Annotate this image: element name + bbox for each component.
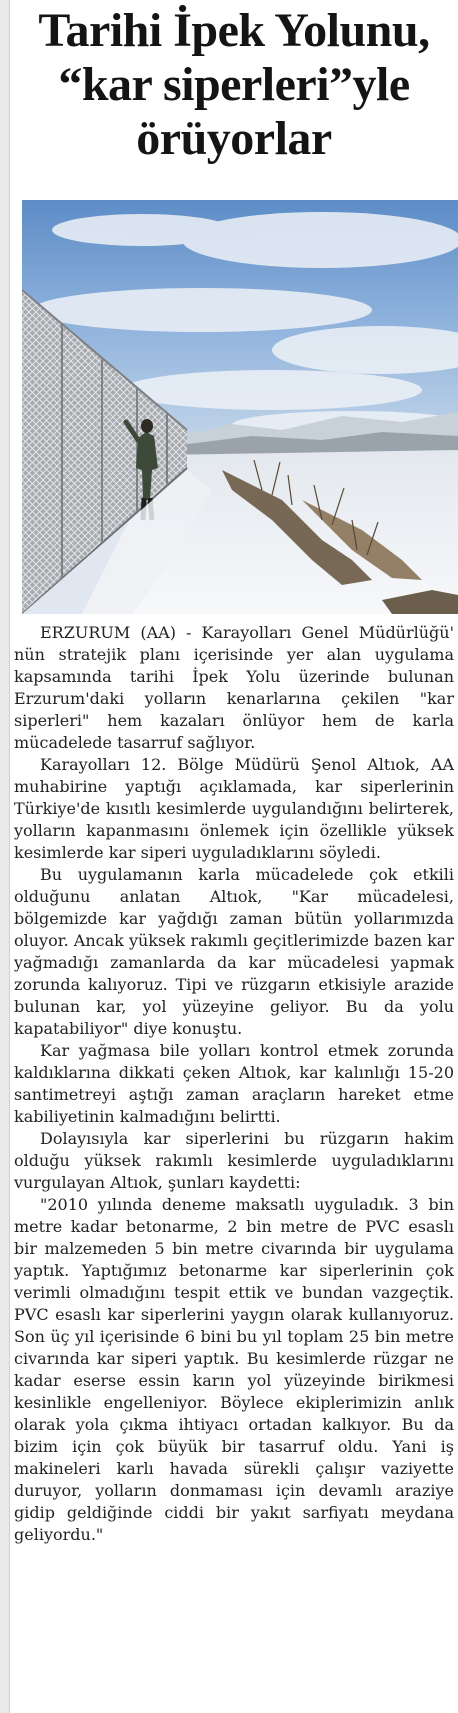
byline: ERZURUM (AA) bbox=[40, 623, 176, 642]
snow-fence-photo bbox=[22, 200, 458, 614]
paragraph-5: Dolayısıyla kar siperlerini bu rüzgarın hakim olduğu yüksek rakımlı kesimlerde uyguladıklarını vurgulayan Altıok, şunları kaydetti: bbox=[14, 1129, 454, 1192]
headline-line-2: “kar siperleri”yle bbox=[58, 58, 410, 111]
paragraph-1 bbox=[14, 622, 454, 754]
column-divider bbox=[0, 0, 10, 1713]
paragraph-4: Kar yağmasa bile yolları kontrol etmek zorunda kaldıklarına dikkati çeken Altıok, kar kalınlığı 15-20 santimetreyi aştığı zaman araçların hareket etme kabiliyetinin kalmadığını belirtti. bbox=[14, 1041, 454, 1126]
paragraph-3: Bu uygulamanın karla mücadelede çok etkili olduğunu anlatan Altıok, "Kar mücadelesi, bölgemizde kar yağdığı zaman bütün yollarımızda oluyor. Ancak yüksek rakımlı geçitlerimizde bazen kar yağmadığı zamanlarda da kar mücadelesi yapmak zorunda kalıyoruz. Tipi ve rüzgarın etkisiyle arazide bulunan kar, yol yüzeyine geliyor. Bu da yolu kapatabiliyor" diye konuştu. bbox=[14, 865, 454, 1038]
paragraph-2: Karayolları 12. Bölge Müdürü Şenol Altıok, AA muhabirine yaptığı açıklamada, kar siperlerinin Türkiye'de kısıtlı kesimlerde uygulandığını belirterek, yolların kapanmasını önlemek için özellikle yüksek kesimlerde kar siperi uyguladıklarını söyledi. bbox=[14, 755, 454, 862]
paragraph-1-text: - Karayolları Genel Müdürlüğü' nün stratejik planı içerisinde yer alan uygulama kapsamında tarihi İpek Yolu üzerinde bulunan Erzurum'daki yolların kenarlarına çekilen "kar siperleri" hem kazaları önlüyor hem de karla mücadelede tasarruf sağlıyor. bbox=[14, 623, 455, 752]
headline-line-1: Tarihi İpek Yolunu, bbox=[38, 4, 430, 57]
headline bbox=[14, 4, 454, 166]
headline-line-3: örüyorlar bbox=[136, 112, 332, 165]
paragraph-6: "2010 yılında deneme maksatlı uyguladık. 3 bin metre kadar betonarme, 2 bin metre de PVC esaslı bir malzemeden 5 bin metre civarında bir uygulama yaptık. Yaptığımız betonarme kar siperlerinin çok verimli olmadığını tespit ettik ve bundan vazgeçtik. PVC esaslı kar siperlerini yaygın olarak kullanıyoruz. Son üç yıl içerisinde 6 bini bu yıl toplam 25 bin metre civarında kar siperi yaptık. Bu kesimlerde rüzgar ne kadar eserse essin karın yol yüzeyinde birikmesi kesinlikle engelleniyor. Böylece ekiplerimizin anlık olarak yola çıkma ihtiyacı ortadan kalkıyor. Bu da bizim için çok büyük bir tasarruf oldu. Yani iş makineleri karlı havada sürekli çalışır vaziyette duruyor, yolların donmaması için devamlı araziye gidip geldiğinde ciddi bir yakıt sarfiyatı meydana geliyordu." bbox=[14, 1195, 454, 1544]
article-body bbox=[14, 622, 454, 1546]
